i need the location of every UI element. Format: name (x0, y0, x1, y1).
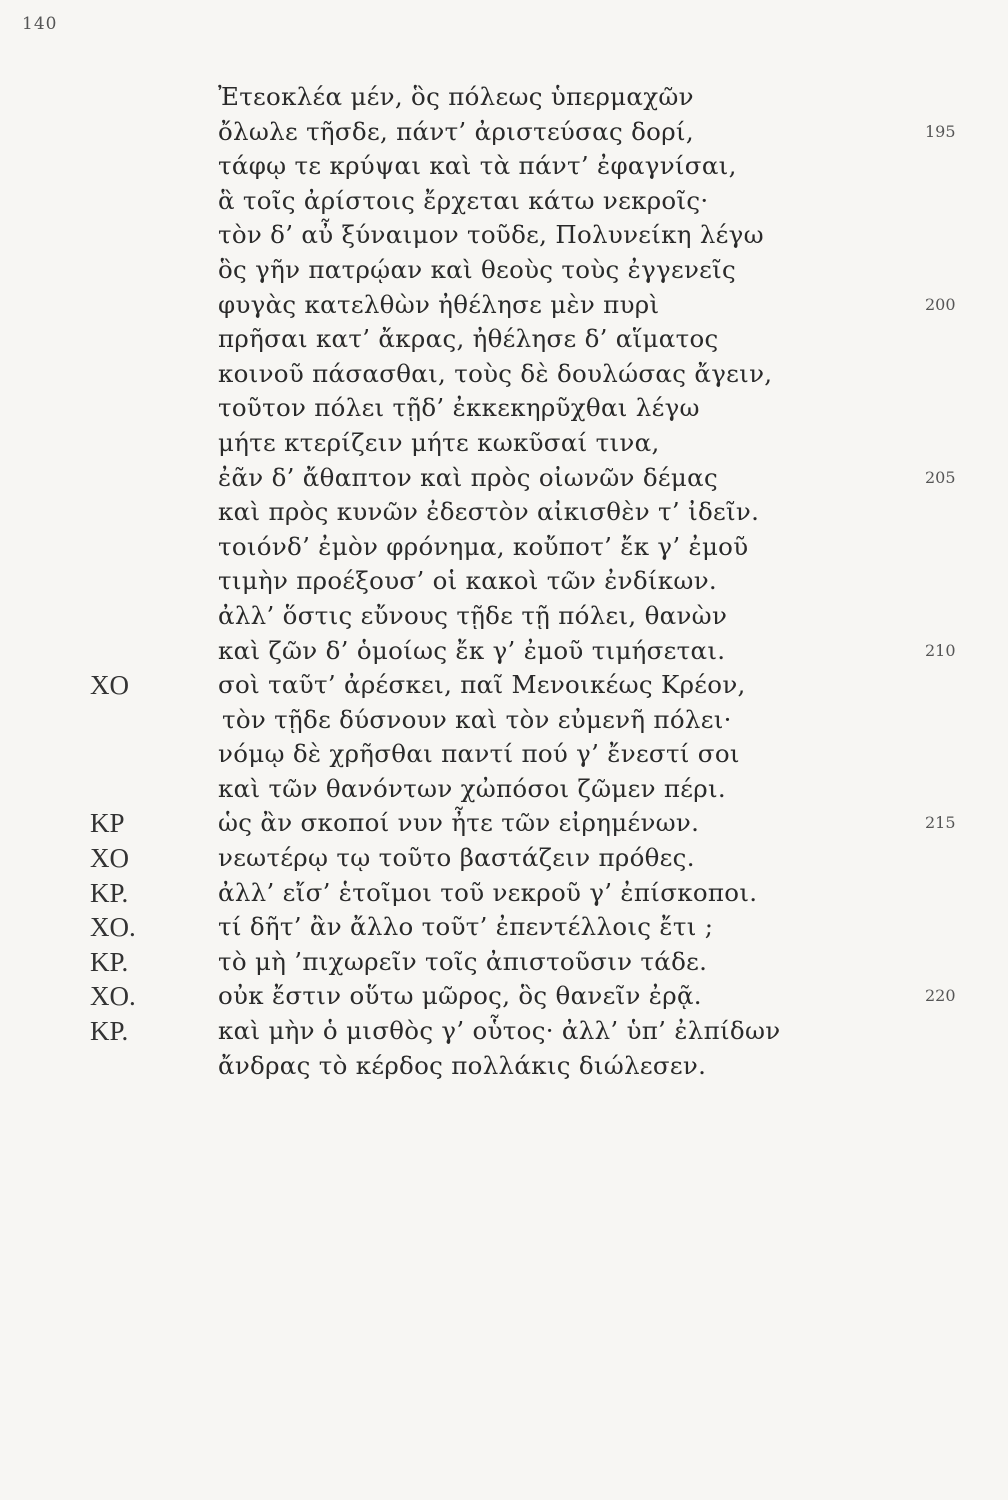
verse-text: τάφῳ τε κρύψαι καὶ τὰ πάντ’ ἐφαγνίσαι, (218, 151, 737, 181)
verse-line (0, 1049, 1008, 1084)
verse-text: καὶ πρὸς κυνῶν ἐδεστὸν αἰκισθὲν τ’ ἰδεῖν. (218, 497, 760, 527)
speaker-label: ΚΡ (90, 808, 125, 839)
line-number: 205 (925, 467, 956, 487)
speaker-label: ΚΡ. (90, 1016, 129, 1047)
verse-text: ἀλλ’ ὅστις εὔνους τῇδε τῇ πόλει, θανὼν (218, 600, 728, 630)
verse-line (0, 115, 1008, 150)
verse-line (0, 218, 1008, 253)
verse-text: τὸν δ’ αὖ ξύναιμον τοῦδε, Πολυνείκη λέγω (218, 220, 764, 250)
verse-line (0, 564, 1008, 599)
verse-line (0, 357, 1008, 392)
verse-line (0, 322, 1008, 357)
verse-block (0, 80, 1008, 1083)
line-number: 195 (925, 121, 956, 141)
speaker-label: ΧΟ. (90, 981, 136, 1012)
verse-text: τί δῆτ’ ἂν ἄλλο τοῦτ’ ἐπεντέλλοις ἔτι ; (218, 912, 714, 942)
verse-line (0, 80, 1008, 115)
verse-line (0, 634, 1008, 669)
verse-text: κοινοῦ πάσασθαι, τοὺς δὲ δουλώσας ἄγειν, (218, 358, 773, 388)
verse-line (0, 979, 1008, 1014)
verse-line (0, 391, 1008, 426)
page-number: 140 (22, 14, 58, 34)
speaker-label: ΧΟ (90, 843, 129, 874)
verse-text: μήτε κτερίζειν μήτε κωκῦσαί τινα, (218, 427, 660, 457)
verse-text: σοὶ ταῦτ’ ἀρέσκει, παῖ Μενοικέως Κρέον, (218, 670, 746, 700)
verse-line (0, 876, 1008, 911)
speaker-label: ΚΡ. (90, 946, 129, 977)
line-number: 200 (925, 294, 956, 314)
verse-text: ὄλωλε τῆσδε, πάντ’ ἀριστεύσας δορί, (218, 116, 694, 146)
verse-line (0, 945, 1008, 980)
verse-text: τὸν τῇδε δύσνουν καὶ τὸν εὐμενῆ πόλει· (222, 704, 732, 734)
verse-line (0, 253, 1008, 288)
verse-text: τὸ μὴ ’πιχωρεῖν τοῖς ἀπιστοῦσιν τάδε. (218, 946, 708, 976)
verse-text: ἀλλ’ εἴσ’ ἑτοῖμοι τοῦ νεκροῦ γ’ ἐπίσκοποι. (218, 877, 758, 907)
speaker-label: ΧΟ (90, 670, 129, 701)
verse-text: καὶ τῶν θανόντων χὠπόσοι ζῶμεν πέρι. (218, 773, 727, 803)
verse-text: πρῆσαι κατ’ ἄκρας, ἠθέλησε δ’ αἵματος (218, 324, 719, 354)
verse-line (0, 530, 1008, 565)
verse-text: τοιόνδ’ ἐμὸν φρόνημα, κοὔποτ’ ἔκ γ’ ἐμοῦ (218, 531, 749, 561)
verse-line (0, 910, 1008, 945)
verse-line (0, 841, 1008, 876)
verse-text: ἃ τοῖς ἀρίστοις ἔρχεται κάτω νεκροῖς· (218, 185, 709, 215)
speaker-label: ΧΟ. (90, 912, 136, 943)
verse-text: καὶ μὴν ὁ μισθὸς γ’ οὗτος· ἀλλ’ ὑπ’ ἐλπίδων (218, 1016, 781, 1046)
verse-text: Ἐτεοκλέα μέν, ὃς πόλεως ὑπερμαχῶν (218, 82, 694, 111)
verse-text: τιμὴν προέξουσ’ οἱ κακοὶ τῶν ἐνδίκων. (218, 566, 717, 596)
verse-text: οὐκ ἔστιν οὕτω μῶρος, ὃς θανεῖν ἐρᾷ. (218, 981, 702, 1011)
verse-text: νόμῳ δὲ χρῆσθαι παντί πού γ’ ἔνεστί σοι (218, 739, 740, 769)
line-number: 215 (925, 813, 956, 833)
verse-line (0, 495, 1008, 530)
verse-line (0, 184, 1008, 219)
verse-text: ἐᾶν δ’ ἄθαπτον καὶ πρὸς οἰωνῶν δέμας (218, 462, 718, 492)
verse-text: νεωτέρῳ τῳ τοῦτο βαστάζειν πρόθες. (218, 843, 695, 873)
verse-line (0, 772, 1008, 807)
verse-line (0, 288, 1008, 323)
verse-text: ὡς ἂν σκοποί νυν ἦτε τῶν εἰρημένων. (218, 808, 700, 838)
verse-line (0, 806, 1008, 841)
verse-text: καὶ ζῶν δ’ ὁμοίως ἔκ γ’ ἐμοῦ τιμήσεται. (218, 635, 726, 665)
verse-line (0, 426, 1008, 461)
verse-text: ὃς γῆν πατρῴαν καὶ θεοὺς τοὺς ἐγγενεῖς (218, 254, 737, 284)
verse-text: φυγὰς κατελθὼν ἠθέλησε μὲν πυρὶ (218, 289, 660, 319)
verse-line (0, 149, 1008, 184)
speaker-label: ΚΡ. (90, 877, 129, 908)
verse-text: ἄνδρας τὸ κέρδος πολλάκις διώλεσεν. (218, 1050, 707, 1080)
line-number: 220 (925, 986, 956, 1006)
verse-line (0, 737, 1008, 772)
verse-line (0, 599, 1008, 634)
verse-text: τοῦτον πόλει τῇδ’ ἐκκεκηρῦχθαι λέγω (218, 393, 700, 423)
line-number: 210 (925, 640, 956, 660)
verse-line (0, 461, 1008, 496)
verse-line (0, 1014, 1008, 1049)
verse-line (0, 703, 1008, 738)
verse-line (0, 668, 1008, 703)
